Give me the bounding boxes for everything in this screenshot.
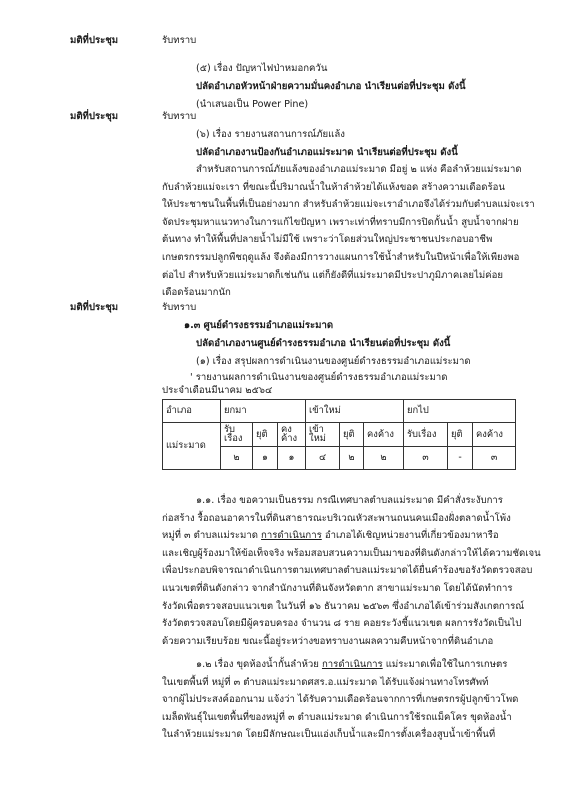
paragraph-line-start: ๑.๒ เรื่อง ขุดห้องน้ำกั้นลำห้วย — [196, 659, 322, 670]
paragraph-line: ในลำห้วยแม่ระมาด โดยมีลักษณะเป็นแอ่งเก็บน้ำและมีการตั้งเครื่องสูบน้ำเข้าพื้นที่ — [162, 729, 496, 741]
presenter-line-2: ปลัดอำเภองานป้องกันอำเภอแม่ระมาด นำเรียนต่อที่ประชุม ดังนี้ — [196, 147, 458, 158]
resolution-text-3: รับทราบ — [162, 302, 197, 313]
presenter-line-1: ปลัดอำเภอหัวหน้าฝ่ายความมั่นคงอำเภอ นำเรียนต่อที่ประชุม ดังนี้ — [196, 81, 466, 92]
resolution-label-3: มติที่ประชุม — [70, 302, 119, 313]
table-cell: ๔ — [306, 446, 340, 469]
paragraph-line — [162, 531, 541, 549]
report-title — [190, 373, 447, 383]
case-statistics-table — [162, 399, 516, 470]
paragraph-line: จากผู้ไม่ประสงค์ออกนาม แจ้งว่า ได้รับความเดือดร้อนจากการที่เกษตรกรผู้ปลูกข้าวโพด — [162, 694, 519, 706]
table-cell: ๓ — [404, 446, 448, 469]
subheader-cell: คงค้าง — [473, 423, 516, 447]
action-label: การดำเนินการ — [261, 530, 322, 542]
tick-mark: ' — [190, 372, 193, 383]
table-subheader-row — [163, 423, 516, 447]
paragraph-line: เดือดร้อนมากนัก — [162, 287, 231, 299]
paragraph-line: จัดประชุมหาแนวทางในการแก้ไขปัญหา เพราะเท่าที่ทราบมีการปิดกั้นน้ำ สูบน้ำจากฝาย — [162, 216, 519, 228]
subheader-cell: ยุติ — [340, 423, 364, 447]
subheader-cell: รับเรื่อง — [404, 423, 448, 447]
paragraph-line: ให้ประชาชนในพื้นที่เป็นอย่างมาก สำหรับลำห้วยแม่จะเราอำเภอจึงได้ร่วมกับตำบลแม่จะเรา — [162, 199, 535, 211]
paragraph-line: ๑.๑. เรื่อง ขอความเป็นธรรม กรณีเทศบาลตำบลแม่ระมาด มีคำสั่งระงับการ — [196, 495, 503, 506]
item-1-2-paragraph — [162, 660, 518, 748]
paragraph-line-end: อำเภอได้เชิญหน่วยงานที่เกี่ยวข้องมาหารือ — [321, 530, 499, 542]
resolution-text-2: รับทราบ — [162, 111, 197, 122]
paragraph-line: ต้นทาง ทำให้พื้นที่ปลายน้ำไม่มีใช้ เพราะว่าโดยส่วนใหญ่ประชาชนประกอบอาชีพ — [162, 234, 493, 246]
resolution-text-1: รับทราบ — [162, 35, 197, 46]
subheader-cell: คงค้าง — [278, 423, 306, 447]
subheader-cell: เข้าใหม่ — [306, 423, 340, 447]
agenda-item-5: (๕) เรื่อง ปัญหาไฟป่าหมอกควัน — [196, 63, 328, 74]
agenda-item-6: (๖) เรื่อง รายงานสถานการณ์ภัยแล้ง — [196, 129, 345, 140]
paragraph-line: ในเขตพื้นที่ หมู่ที่ ๓ ตำบลแม่ระมาดศสร.อ.แม่ระมาด ได้รับแจ้งผ่านทางโทรศัพท์ — [162, 676, 489, 688]
report-month: ประจำเดือนมีนาคม ๒๕๖๔ — [162, 385, 273, 396]
header-new: เข้าใหม่ — [306, 400, 404, 423]
report-title-text: รายงานผลการดำเนินงานของศูนย์ดำรงธรรมอำเภอแม่ระมาด — [195, 372, 448, 383]
table-cell: ๓ — [473, 446, 516, 469]
paragraph-line-start: หมู่ที่ ๓ ตำบลแม่ระมาด — [162, 530, 258, 542]
table-cell: ๒ — [221, 446, 253, 469]
paragraph-line: เมล็ดพันธุ์ในเขตพื้นที่ของหมู่ที่ ๓ ตำบลแม่ระมาด ดำเนินการใช้รถแม็คโคร ขุดห้องน้ำ — [162, 711, 512, 723]
table-cell: ๑ — [253, 446, 278, 469]
table-header-row — [163, 400, 516, 423]
header-carried-out: ยกไป — [404, 400, 516, 423]
table-cell: ๑ — [278, 446, 306, 469]
table-cell: ๒ — [340, 446, 364, 469]
paragraph-line: และเชิญผู้ร้องมาให้ข้อเท็จจริง พร้อมสอบสวนความเป็นมาของที่ดินดังกล่าวให้ได้ความชัดเจน — [162, 547, 541, 559]
paragraph-line: เกษตรกรรมปลูกพืชฤดูแล้ง จึงต้องมีการวางแผนการใช้น้ำสำหรับในปีหน้าเพื่อให้เพียงพอ — [162, 251, 520, 263]
header-district: อำเภอ — [163, 400, 221, 423]
presentation-note: (นำเสนอเป็น Power Pine) — [196, 99, 309, 110]
paragraph-line: ด้วยความเรียบร้อย ขณะนี้อยู่ระหว่างขอทราบงานผลความคืบหน้าจากที่ดินอำเภอ — [162, 635, 494, 647]
drought-paragraph — [162, 165, 535, 306]
paragraph-line: รังวัดเพื่อตรวจสอบแนวเขต ในวันที่ ๑๖ ธันวาคม ๒๕๖๓ ซึ่งอำเภอได้เข้าร่วมสังเกตการณ์ — [162, 600, 525, 612]
paragraph-line: รังวัดตรวจสอบโดยมีผู้ครอบครอง จำนวน ๘ ราย คอยระวังชี้แนวเขต ผลการรังวัดเป็นไป — [162, 618, 522, 630]
subheader-cell: รับเรื่อง — [221, 423, 253, 447]
paragraph-line: ก่อสร้าง รื้อถอนอาคารในที่ดินสาธารณะบริเวณหัวสะพานถนนคนเมืองฝั่งตลาดน้ำโพ้ง — [162, 512, 511, 524]
subitem-1: (๑) เรื่อง สรุปผลการดำเนินงานของศูนย์ดำรงธรรมอำเภอแม่ระมาด — [196, 356, 471, 367]
item-1-1-paragraph — [162, 496, 541, 654]
header-district-name: แม่ระมาด — [163, 423, 221, 470]
paragraph-line: กับลำห้วยแม่จะเรา ที่ขณะนี้ปริมาณน้ำในห้าลำห้วยได้แห้งขอด สร้างความเดือดร้อน — [162, 181, 505, 193]
subheader-cell: คงค้าง — [364, 423, 404, 447]
resolution-label-1: มติที่ประชุม — [70, 35, 119, 46]
paragraph-line-end: แม่ระมาดเพื่อใช้ในการเกษตร — [382, 659, 508, 670]
action-label: การดำเนินการ — [321, 659, 383, 670]
paragraph-line — [162, 660, 518, 678]
paragraph-line: เพื่อประกอบพิจารณาดำเนินการตามเทศบาลตำบลแม่ระมาดได้ยื่นคำร้องขอรังวัดตรวจสอบ — [162, 565, 533, 577]
paragraph-line: ต่อไป สำหรับห้วยแม่ระมาดก็เช่นกัน แต่ก็ยังดีที่แม่ระมาดมีประปาภูมิภาคเลยไม่ค่อย — [162, 269, 503, 281]
paragraph-line: สำหรับสถานการณ์ภัยแล้งของอำเภอแม่ระมาด มีอยู่ ๒ แห่ง คือลำห้วยแม่ระมาด — [196, 164, 522, 175]
presenter-line-3: ปลัดอำเภองานศูนย์ดำรงธรรมอำเภอ นำเรียนต่อที่ประชุม ดังนี้ — [196, 338, 451, 349]
header-carried-in: ยกมา — [221, 400, 306, 423]
table-cell: ๒ — [364, 446, 404, 469]
paragraph-line: แนวเขตที่ดินดังกล่าว จากสำนักงานที่ดินจังหวัดตาก สาขาแม่ระมาด โดยได้นัดทำการ — [162, 582, 513, 594]
resolution-label-2: มติที่ประชุม — [70, 111, 119, 122]
section-heading-1-3: ๑.๓ ศูนย์ดำรงธรรมอำเภอแม่ระมาด — [184, 320, 334, 331]
table-cell: - — [448, 446, 473, 469]
subheader-cell: ยุติ — [448, 423, 473, 447]
subheader-cell: ยุติ — [253, 423, 278, 447]
